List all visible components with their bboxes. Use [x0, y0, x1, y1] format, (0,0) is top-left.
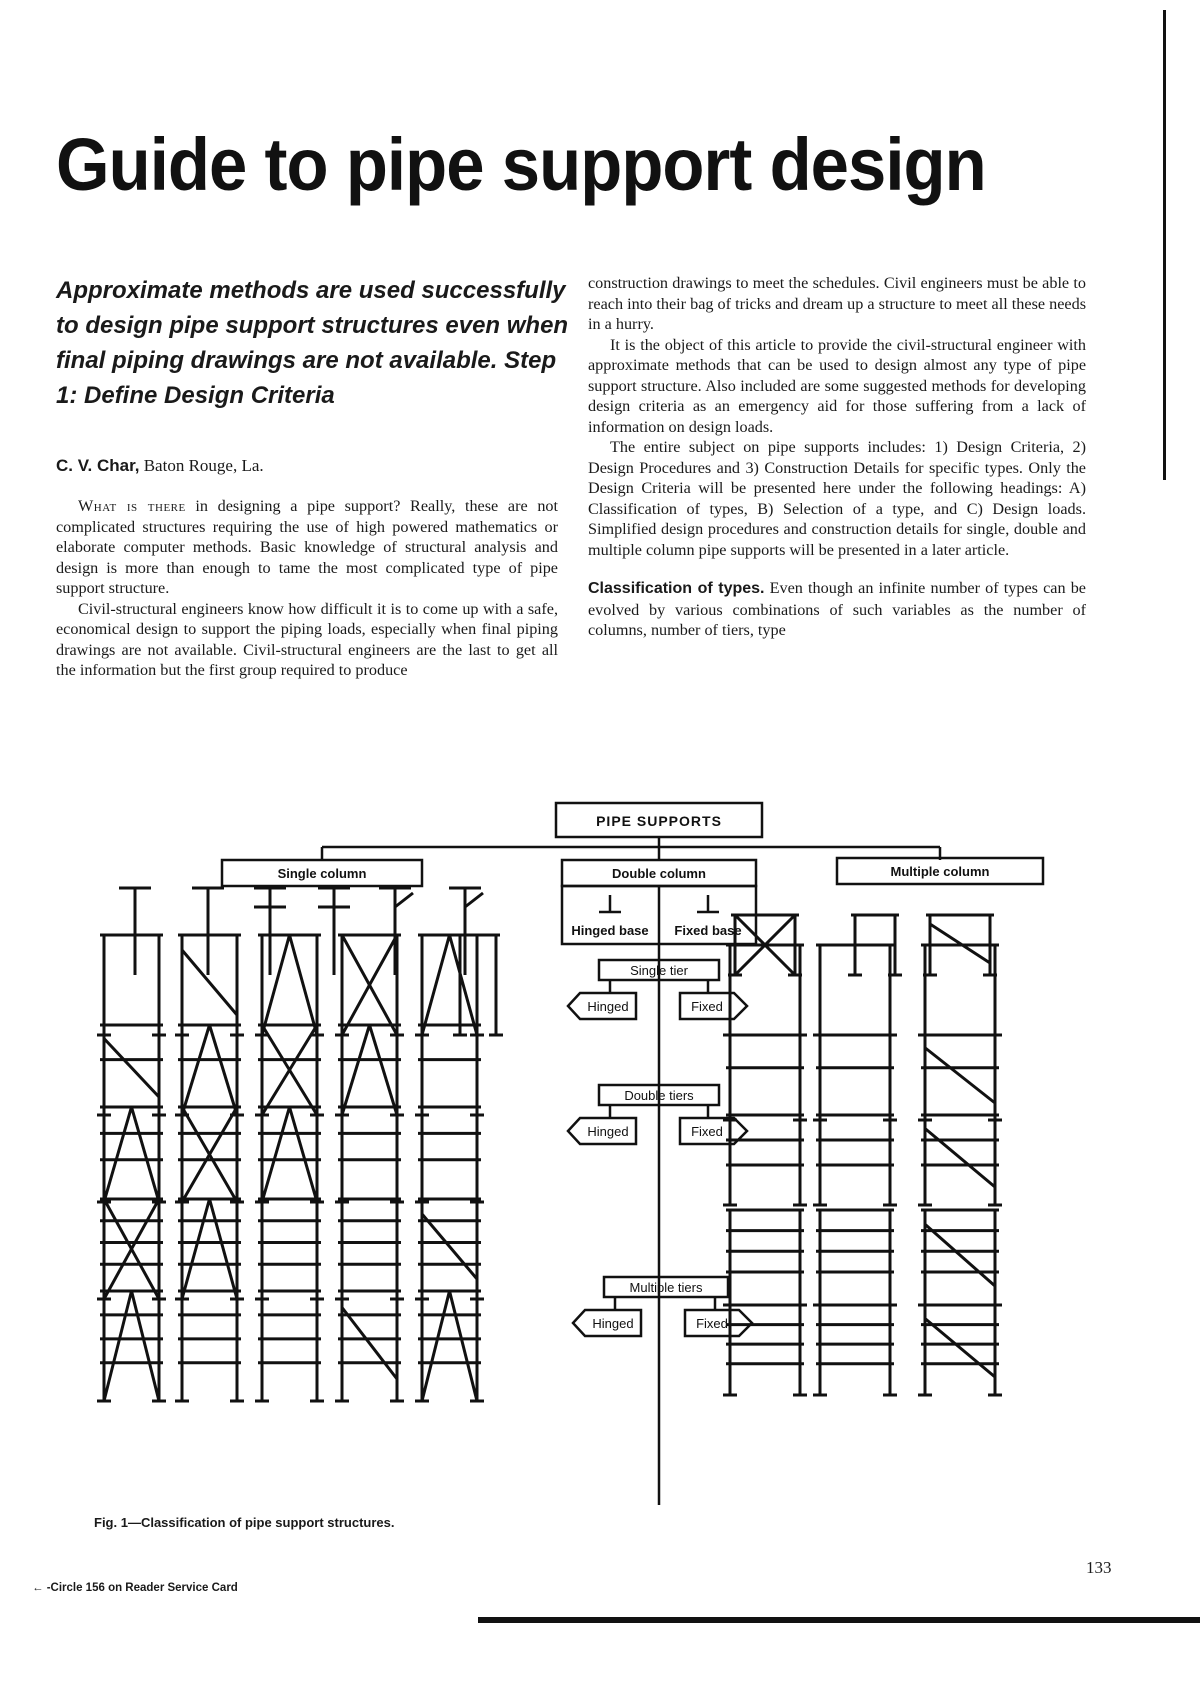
reader-service-note: ← -Circle 156 on Reader Service Card: [32, 1582, 238, 1594]
left-column: [56, 496, 558, 681]
paragraph: The entire subject on pipe supports includes: 1) Design Criteria, 2) Design Procedures and 3) Construction Details for specific types. Only the Design Criteria will be presented here under the following headings: A) Classification of types, B) Selection of a type, and C) Design loads. Simplified design procedures and construction details for single, double and multiple column pipe supports will be presented in a later article.: [588, 438, 1086, 559]
branch-label: Double column: [612, 866, 706, 881]
lead-in: What is there: [78, 497, 186, 515]
paragraph: It is the object of this article to provide the civil-structural engineer with approximate methods that can be used to design almost any type of pipe support structure. Also included are some suggested methods for developing design criteria as an emergency aid for those suffering from a lack of information on design loads.: [588, 335, 1086, 436]
frame-brace: [182, 1199, 210, 1299]
author-location: Baton Rouge, La.: [143, 456, 264, 475]
single-column-arm: [395, 893, 413, 907]
bottom-rule: [478, 1617, 1200, 1623]
pipe-support-classification-diagram: [90, 795, 1100, 1505]
frame-brace: [422, 1214, 477, 1279]
tier-option-label: Hinged: [592, 1316, 634, 1331]
frame-brace: [450, 1291, 478, 1401]
frame-brace: [925, 1129, 995, 1188]
figure-caption: Fig. 1—Classification of pipe support structures.: [94, 1515, 395, 1530]
tier-option-label: Hinged: [587, 1124, 629, 1139]
base-type-label: Hinged base: [571, 923, 649, 938]
frame-brace: [925, 1224, 995, 1286]
frame-brace: [104, 1039, 159, 1098]
tier-option-label: Fixed: [691, 1124, 723, 1139]
article-deck: Approximate methods are used successfully to design pipe support structures even when final piping drawings are not available. Step 1: Define Design Criteria: [56, 277, 569, 409]
paragraph: What is there in designing a pipe support? Really, these are not complicated structures requiring the use of high powered mathematics or elaborate computer methods. Basic knowledge of structural analysis and design is more than enough to tame the most complicated type of pipe support structure.: [56, 497, 558, 597]
tier-option-label: Fixed: [691, 999, 723, 1014]
frame-brace: [210, 1199, 238, 1299]
frame-brace: [104, 1107, 132, 1202]
frame-brace: [342, 1308, 397, 1380]
page-number: 133: [1086, 1558, 1112, 1577]
author-name: C. V. Char,: [56, 456, 140, 475]
root-label: PIPE SUPPORTS: [596, 813, 722, 829]
frame-brace: [450, 935, 478, 1035]
tier-option-label: Fixed: [696, 1316, 728, 1331]
single-column-arm: [465, 893, 483, 907]
frame-brace: [132, 1107, 160, 1202]
paragraph: Civil-structural engineers know how difficult it is to come up with a safe, economical design to support the piping loads, especially when final piping drawings are not available. Civil-structural engineers are the last to get all the information but the first group required to produce: [56, 599, 558, 679]
frame-brace: [422, 1291, 450, 1401]
frame-brace: [422, 935, 450, 1035]
branch-label: Multiple column: [890, 864, 990, 879]
tier-label: Single tier: [630, 963, 688, 978]
section-heading: Classification of types.: [588, 580, 765, 597]
frame-brace: [342, 1025, 370, 1115]
frame-brace: [262, 1107, 290, 1202]
frame-brace: [210, 1025, 238, 1115]
margin-rule: [1163, 10, 1166, 480]
tier-option-label: Hinged: [587, 999, 629, 1014]
byline: [56, 456, 264, 476]
support-frame-sketches: [97, 888, 1002, 1401]
base-type-label: Fixed base: [674, 923, 742, 938]
tier-label: Double tiers: [624, 1088, 694, 1103]
frame-brace: [262, 935, 290, 1035]
frame-brace: [290, 1107, 318, 1202]
frame-brace: [104, 1291, 132, 1401]
paragraph: construction drawings to meet the schedules. Civil engineers must be able to reach into their bag of tricks and dream up a structure to meet all these needs in a hurry.: [588, 274, 1086, 333]
frame-brace: [925, 1319, 995, 1378]
frame-brace: [182, 1025, 210, 1115]
paragraph: Classification of types. Even though an infinite number of types can be evolved by various combinations of such variables as the number of columns, number of tiers, type: [588, 579, 1086, 639]
article-title: Guide to pipe support design: [56, 123, 986, 206]
branch-label: Single column: [277, 866, 367, 881]
tier-label: Multiple tiers: [629, 1280, 703, 1295]
frame-brace: [290, 935, 318, 1035]
right-column: [588, 273, 1086, 641]
frame-brace: [132, 1291, 160, 1401]
frame-brace: [925, 1048, 995, 1103]
frame-brace: [370, 1025, 398, 1115]
